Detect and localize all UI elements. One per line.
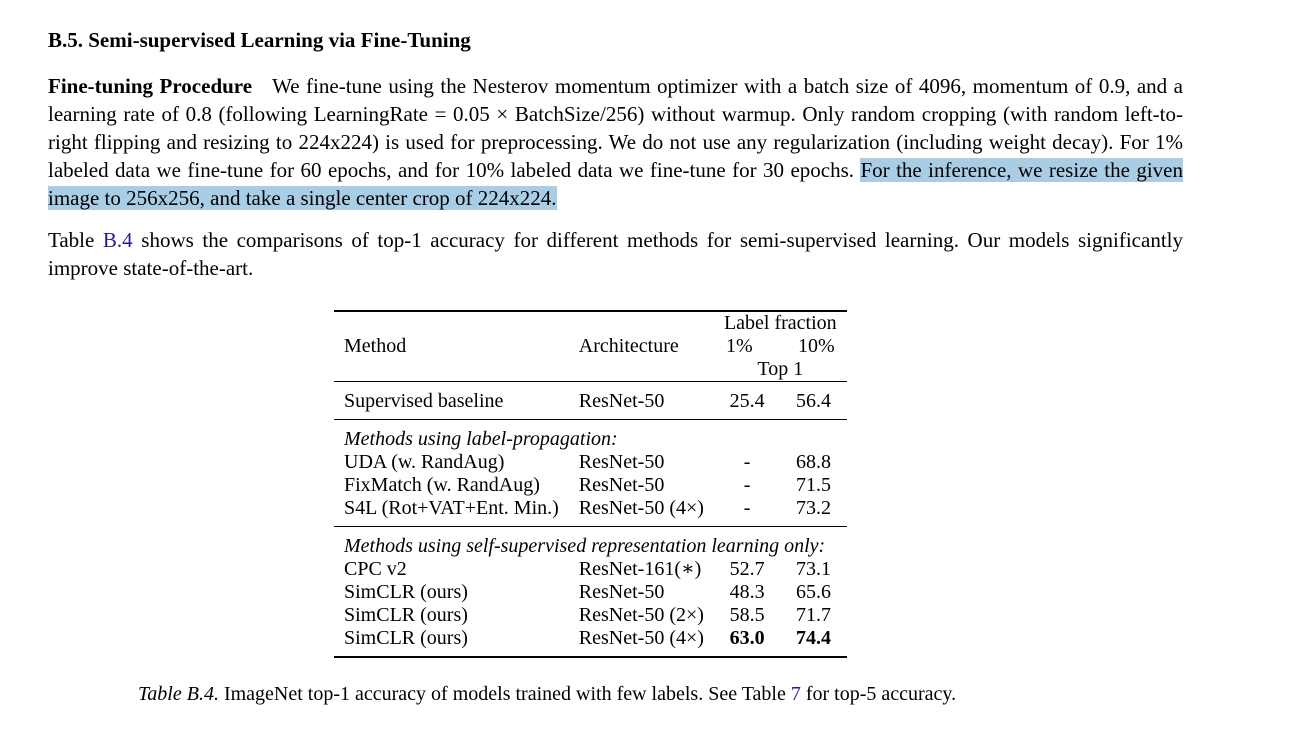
table-row [334,604,847,627]
paragraph-text: ) without warmup. Only random cropping (with random left-to-right flipping and resizing to 224x224) is used for preprocessing. We do not use any regularization (including weight decay). For 1% labeled data we fine-tune for 60 epochs, and for 10% labeled data we fine-tune for 30 epochs. [48,102,1183,182]
cell-method: FixMatch (w. RandAug) [344,474,540,496]
header-1pct: 1% [725,335,753,357]
cell-method: CPC v2 [344,558,407,580]
cell-method: SimCLR (ours) [344,627,468,649]
cell-arch: ResNet-50 (2×) [578,604,704,626]
table-reference-link[interactable]: 7 [790,683,801,705]
fraction-columns [724,335,837,358]
header-metric: Top 1 [757,358,804,380]
cell-arch: ResNet-161(∗) [578,558,702,580]
paragraph-text: Table [48,228,103,252]
cell-arch: ResNet-50 [578,581,665,603]
cell-method: SimCLR (ours) [344,581,468,603]
table-row [334,627,847,657]
cell-method: Supervised baseline [334,382,569,420]
table-row [334,497,847,527]
cell-10pct: 65.6 [795,581,831,603]
group-title-label-propagation: Methods using label-propagation: [334,420,847,452]
cell-method: S4L (Rot+VAT+Ent. Min.) [344,497,559,519]
highlighted-sentence[interactable]: For the inference, we resize the given image to 256x256, and take a single center crop of 224x224. [48,158,1183,210]
results-table [334,310,847,658]
table-row [334,451,847,474]
comparison-paragraph [48,226,1183,282]
table-row [334,382,847,420]
cell-arch: ResNet-50 [578,451,665,473]
table-row [334,581,847,604]
group-header-row [334,527,847,559]
group-title-self-supervised: Methods using self-supervised representation learning only: [334,527,847,559]
table-row [334,558,847,581]
cell-10pct: 73.1 [795,558,831,580]
cell-method: SimCLR (ours) [344,604,468,626]
table-caption [138,683,1138,706]
cell-1pct: 25.4 [714,382,780,420]
cell-arch: ResNet-50 [578,474,665,496]
caption-label: Table B.4. [138,683,219,705]
cell-10pct-best: 74.4 [795,627,831,649]
cell-arch: ResNet-50 (4×) [578,497,704,519]
header-10pct: 10% [797,335,835,357]
table-reference-link[interactable]: B.4 [102,228,133,252]
caption-text: ImageNet top-1 accuracy of models trained with few labels. See Table [218,683,791,705]
paragraph-heading: Fine-tuning Procedure [48,74,253,98]
paragraph-text: We fine-tune using the Nesterov momentum optimizer with a batch size of 4096, momentum of 0.9, and a learning rate of 0.8 (following [48,74,1183,126]
cell-1pct: - [743,451,751,473]
section-title: B.5. Semi-supervised Learning via Fine-Tuning [48,28,471,52]
cell-10pct: 56.4 [780,382,846,420]
cell-1pct-best: 63.0 [729,627,765,649]
cell-1pct: - [743,474,751,496]
cell-1pct: - [743,497,751,519]
cell-method: UDA (w. RandAug) [344,451,505,473]
header-label-fraction [714,311,847,382]
cell-10pct: 71.7 [795,604,831,626]
paragraph-text: shows the comparisons of top-1 accuracy for different methods for semi-supervised learning. Our models significantly improve state-of-the-art. [48,228,1183,280]
table-row [334,474,847,497]
cell-10pct: 73.2 [795,497,831,519]
caption-text: for top-5 accuracy. [800,683,957,705]
cell-arch: ResNet-50 [569,382,714,420]
learning-rate-formula: LearningRate = 0.05 × BatchSize/256 [313,102,638,126]
cell-arch: ResNet-50 (4×) [578,627,704,649]
cell-1pct: 48.3 [729,581,765,603]
fine-tuning-paragraph [48,72,1183,212]
cell-1pct: 52.7 [729,558,765,580]
group-header-row [334,420,847,452]
label-fraction-title: Label fraction [723,312,837,334]
header-architecture: Architecture [578,335,679,357]
cell-1pct: 58.5 [729,604,765,626]
table-header-row [334,311,847,382]
cell-10pct: 68.8 [795,451,831,473]
cell-10pct: 71.5 [795,474,831,496]
header-method: Method [344,335,407,357]
